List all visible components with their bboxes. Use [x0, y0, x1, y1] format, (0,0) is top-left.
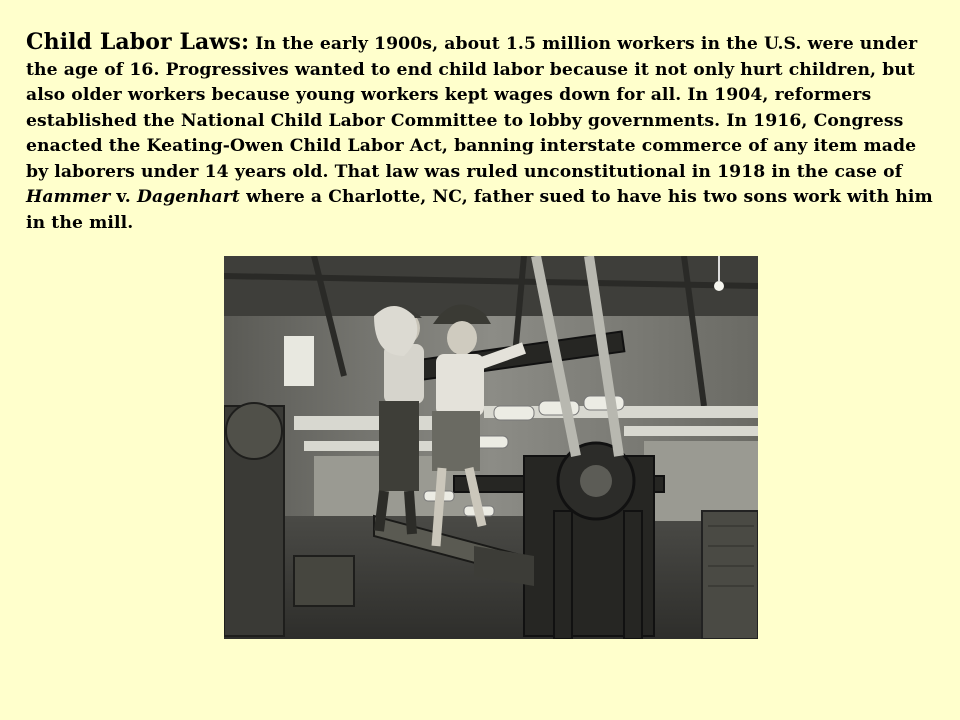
case-name-hammer: Hammer — [26, 187, 111, 207]
slide-body-text — [26, 30, 938, 236]
body-text-part1: In the early 1900s, about 1.5 million workers in the U.S. were under the age of 16. Progressives wanted to end child labor because it not only hurt children, but also older workers because young workers kept wages down for all. In 1904, reformers established the National Child Labor Committee to lobby governments. In 1916, Congress enacted the Keating-Owen Child Labor Act, banning interstate commerce of any item made by laborers under 14 years old. That law was ruled unconstitutional in 1918 in the case of — [26, 34, 918, 182]
case-versus: v. — [110, 187, 137, 207]
photo-illustration — [224, 256, 758, 639]
slide-heading: Child Labor Laws: — [26, 29, 250, 55]
case-name-dagenhart: Dagenhart — [136, 187, 240, 207]
body-text-part2: where a Charlotte, NC, father sued to have his two sons work with him in the mill. — [26, 187, 933, 233]
mill-children-photo — [224, 256, 758, 639]
